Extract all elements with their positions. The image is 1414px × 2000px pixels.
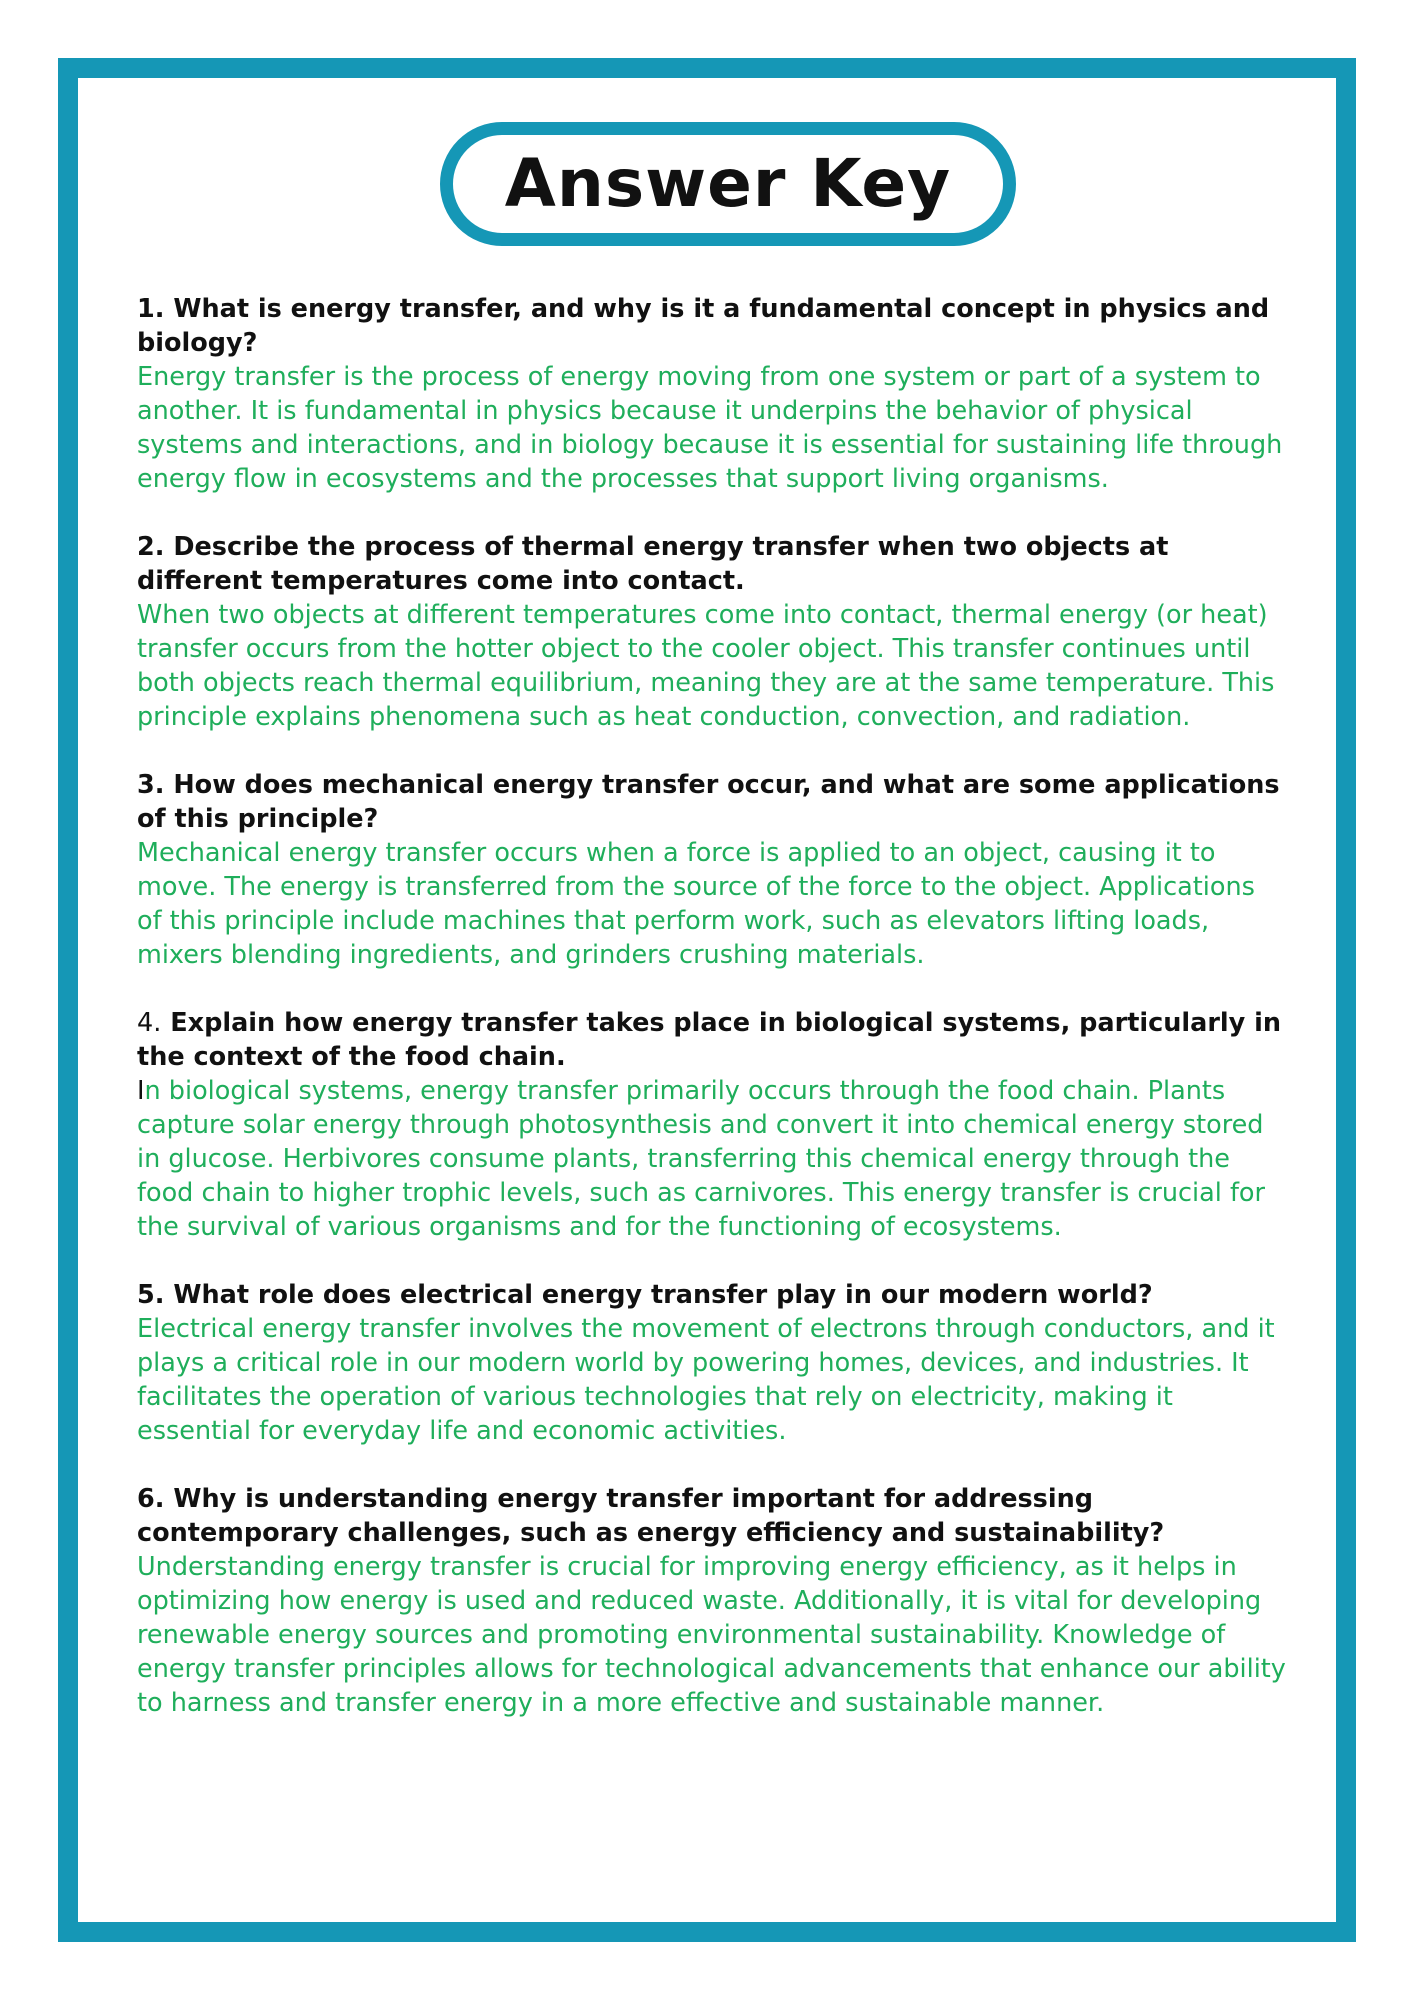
question-text: How does mechanical energy transfer occur, and what are some applications of this principle? <box>137 770 1280 834</box>
qa-item-4 <box>137 1006 1287 1244</box>
answer-lead-letter: I <box>137 1076 145 1106</box>
question-text: What is energy transfer, and why is it a fundamental concept in physics and biology? <box>137 294 1270 358</box>
question-4 <box>137 1006 1287 1074</box>
qa-item-6 <box>137 1482 1287 1720</box>
question-text: What role does electrical energy transfer play in our modern world? <box>173 1280 1153 1310</box>
question-number: 1. <box>137 294 165 324</box>
question-text: Why is understanding energy transfer important for addressing contemporary challenges, such as energy efficiency and sustainability? <box>137 1484 1165 1548</box>
answer-1: Energy transfer is the process of energy moving from one system or part of a system to another. It is fundamental in physics because it underpins the behavior of physical systems and interactions, and in biology because it is essential for sustaining life through energy flow in ecosystems and the processes that support living organisms. <box>137 362 1283 494</box>
title-badge <box>440 122 1016 246</box>
question-text: Describe the process of thermal energy transfer when two objects at different temperatures come into contact. <box>137 532 1169 596</box>
question-number: 3. <box>137 770 165 800</box>
answer-5: Electrical energy transfer involves the movement of electrons through conductors, and it plays a critical role in our modern world by powering homes, devices, and industries. It facilitates the operation of various technologies that rely on electricity, making it essential for everyday life and economic activities. <box>137 1314 1275 1446</box>
question-number: 2. <box>137 532 165 562</box>
answer-list <box>137 292 1287 1754</box>
qa-item-1 <box>137 292 1287 496</box>
page-title: Answer Key <box>504 145 952 222</box>
answer-text: n biological systems, energy transfer primarily occurs through the food chain. Plants capture solar energy through photosynthesis and convert it into chemical energy stored in glucose. Herbivores consume plants, transferring this chemical energy through the food chain to higher trophic levels, such as carnivores. This energy transfer is crucial for the survival of various organisms and for the functioning of ecosystems. <box>137 1076 1266 1242</box>
question-number: 6. <box>137 1484 165 1514</box>
question-6 <box>137 1482 1287 1550</box>
answer-3: Mechanical energy transfer occurs when a force is applied to an object, causing it to move. The energy is transferred from the source of the force to the object. Applications of this principle include machines that perform work, such as elevators lifting loads, mixers blending ingredients, and grinders crushing materials. <box>137 838 1255 970</box>
question-1 <box>137 292 1287 360</box>
question-text: Explain how energy transfer takes place in biological systems, particularly in the context of the food chain. <box>137 1008 1282 1072</box>
question-number: 5. <box>137 1280 165 1310</box>
question-number: 4. <box>137 1008 162 1038</box>
question-5 <box>137 1278 1287 1312</box>
answer-4 <box>137 1074 1287 1244</box>
answer-6: Understanding energy transfer is crucial for improving energy efficiency, as it helps in optimizing how energy is used and reduced waste. Additionally, it is vital for developing renewable energy sources and promoting environmental sustainability. Knowledge of energy transfer principles allows for technological advancements that enhance our ability to harness and transfer energy in a more effective and sustainable manner. <box>137 1552 1286 1718</box>
qa-item-5 <box>137 1278 1287 1448</box>
qa-item-2 <box>137 530 1287 734</box>
question-3 <box>137 768 1287 836</box>
question-2 <box>137 530 1287 598</box>
qa-item-3 <box>137 768 1287 972</box>
answer-2: When two objects at different temperatures come into contact, thermal energy (or heat) transfer occurs from the hotter object to the cooler object. This transfer continues until both objects reach thermal equilibrium, meaning they are at the same temperature. This principle explains phenomena such as heat conduction, convection, and radiation. <box>137 600 1275 732</box>
